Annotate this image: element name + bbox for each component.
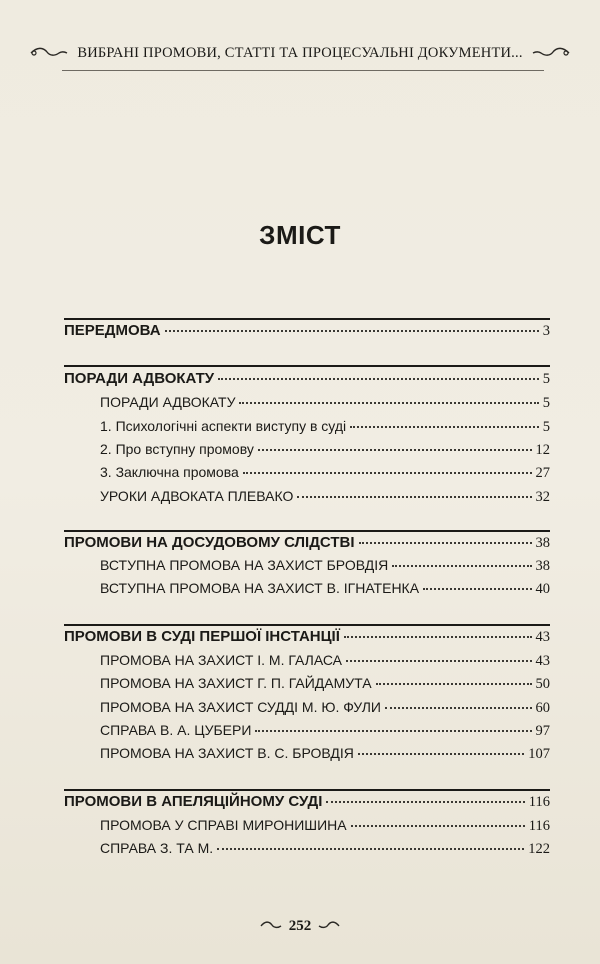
- toc-page-number: 43: [535, 653, 550, 669]
- dot-leader: [350, 425, 539, 428]
- toc-page-number: 38: [535, 558, 550, 574]
- toc-subentry: [100, 817, 550, 839]
- toc-subentry-label: ВСТУПНА ПРОМОВА НА ЗАХИСТ БРОВДІЯ: [100, 557, 389, 573]
- toc-subentry: [100, 580, 550, 602]
- toc-subentry-label: 3. Заключна промова: [100, 464, 239, 480]
- toc-page-number: 97: [535, 723, 550, 739]
- toc-subentry-label: 2. Про вступну промову: [100, 441, 254, 457]
- section-rule: [64, 624, 550, 626]
- dot-leader: [344, 635, 532, 638]
- toc-subentry: [100, 394, 550, 416]
- toc-section-entry: [64, 322, 550, 344]
- toc-section-entry: [64, 628, 550, 650]
- toc-page-number: 50: [535, 676, 550, 692]
- section-rule: [64, 789, 550, 791]
- dot-leader: [385, 706, 532, 709]
- dot-leader: [258, 448, 532, 451]
- toc-page-number: 122: [528, 841, 550, 857]
- dot-leader: [326, 800, 524, 803]
- toc-section-entry: [64, 534, 550, 556]
- toc-section-label: ПРОМОВИ В АПЕЛЯЦІЙНОМУ СУДІ: [64, 793, 323, 810]
- toc-subentry-label: ПРОМОВА У СПРАВІ МИРОНИШИНА: [100, 817, 347, 833]
- toc-subentry-label: ПРОМОВА НА ЗАХИСТ І. М. ГАЛАСА: [100, 652, 343, 668]
- dot-leader: [358, 752, 524, 755]
- dot-leader: [359, 541, 532, 544]
- toc-section-label: ПЕРЕДМОВА: [64, 322, 161, 339]
- ornament-right-icon: [531, 46, 571, 60]
- toc-subentry: [100, 652, 550, 674]
- dot-leader: [165, 329, 539, 332]
- toc-subentry: [100, 675, 550, 697]
- toc-page-number: 32: [535, 489, 550, 505]
- toc-section-entry: [64, 370, 550, 392]
- toc-page-number: 27: [535, 465, 550, 481]
- toc-subentry-label: ПРОМОВА НА ЗАХИСТ Г. П. ГАЙДАМУТА: [100, 675, 372, 691]
- toc-subentry-label: ВСТУПНА ПРОМОВА НА ЗАХИСТ В. ІГНАТЕНКА: [100, 580, 420, 596]
- ornament-left-icon: [259, 920, 283, 932]
- toc-page-number: 5: [542, 419, 550, 435]
- toc-page-number: 38: [535, 535, 550, 551]
- toc-subentry: [100, 488, 550, 510]
- toc-page-number: 3: [542, 323, 550, 339]
- toc-subentry-label: СПРАВА В. А. ЦУБЕРИ: [100, 722, 252, 738]
- page-footer: [250, 914, 350, 938]
- dot-leader: [217, 847, 524, 850]
- toc-section-label: ПРОМОВИ В СУДІ ПЕРШОЇ ІНСТАНЦІЇ: [64, 628, 340, 645]
- dot-leader: [243, 471, 532, 474]
- dot-leader: [255, 729, 531, 732]
- dot-leader: [392, 564, 531, 567]
- ornament-right-icon: [317, 920, 341, 932]
- toc-subentry: [100, 557, 550, 579]
- toc-page-number: 60: [535, 700, 550, 716]
- toc-subentry: [100, 699, 550, 721]
- section-rule: [64, 318, 550, 320]
- toc-heading: ЗМІСТ: [259, 220, 341, 250]
- toc-section-entry: [64, 793, 550, 815]
- toc-page-number: 116: [528, 818, 550, 834]
- toc-subentry: [100, 464, 550, 486]
- toc-section-label: ПРОМОВИ НА ДОСУДОВОМУ СЛІДСТВІ: [64, 534, 355, 551]
- section-rule: [64, 530, 550, 532]
- toc-subentry-label: СПРАВА З. ТА М.: [100, 840, 214, 856]
- toc-page-number: 116: [528, 794, 550, 810]
- section-rule: [64, 365, 550, 367]
- toc-subentry: [100, 840, 550, 862]
- toc-subentry-label: ПРОМОВА НА ЗАХИСТ В. С. БРОВДІЯ: [100, 745, 354, 761]
- toc-subentry-label: ПОРАДИ АДВОКАТУ: [100, 394, 236, 410]
- toc-page-number: 5: [542, 395, 550, 411]
- page-number: 252: [288, 917, 312, 934]
- toc-page-number: 43: [535, 629, 550, 645]
- dot-leader: [239, 401, 538, 404]
- toc-page-number: 12: [535, 442, 550, 458]
- toc-subentry: [100, 745, 550, 767]
- header-rule: [62, 70, 544, 71]
- toc-subentry: [100, 722, 550, 744]
- dot-leader: [297, 495, 531, 498]
- toc-page-number: 40: [535, 581, 550, 597]
- dot-leader: [346, 659, 531, 662]
- dot-leader: [423, 587, 531, 590]
- ornament-left-icon: [29, 46, 69, 60]
- toc-section-label: ПОРАДИ АДВОКАТУ: [64, 370, 215, 387]
- toc-subentry-label: 1. Психологічні аспекти виступу в суді: [100, 418, 347, 434]
- dot-leader: [218, 377, 539, 380]
- toc-subentry: [100, 441, 550, 463]
- toc-page-number: 107: [528, 746, 550, 762]
- running-header-title: ВИБРАНІ ПРОМОВИ, СТАТТІ ТА ПРОЦЕСУАЛЬНІ ДОКУМЕНТИ...: [77, 44, 523, 61]
- dot-leader: [351, 824, 525, 827]
- toc-subentry: [100, 418, 550, 440]
- dot-leader: [376, 682, 532, 685]
- running-header: [40, 40, 560, 66]
- toc-subentry-label: УРОКИ АДВОКАТА ПЛЕВАКО: [100, 488, 294, 504]
- toc-page-number: 5: [542, 371, 550, 387]
- toc-subentry-label: ПРОМОВА НА ЗАХИСТ СУДДІ М. Ю. ФУЛИ: [100, 699, 381, 715]
